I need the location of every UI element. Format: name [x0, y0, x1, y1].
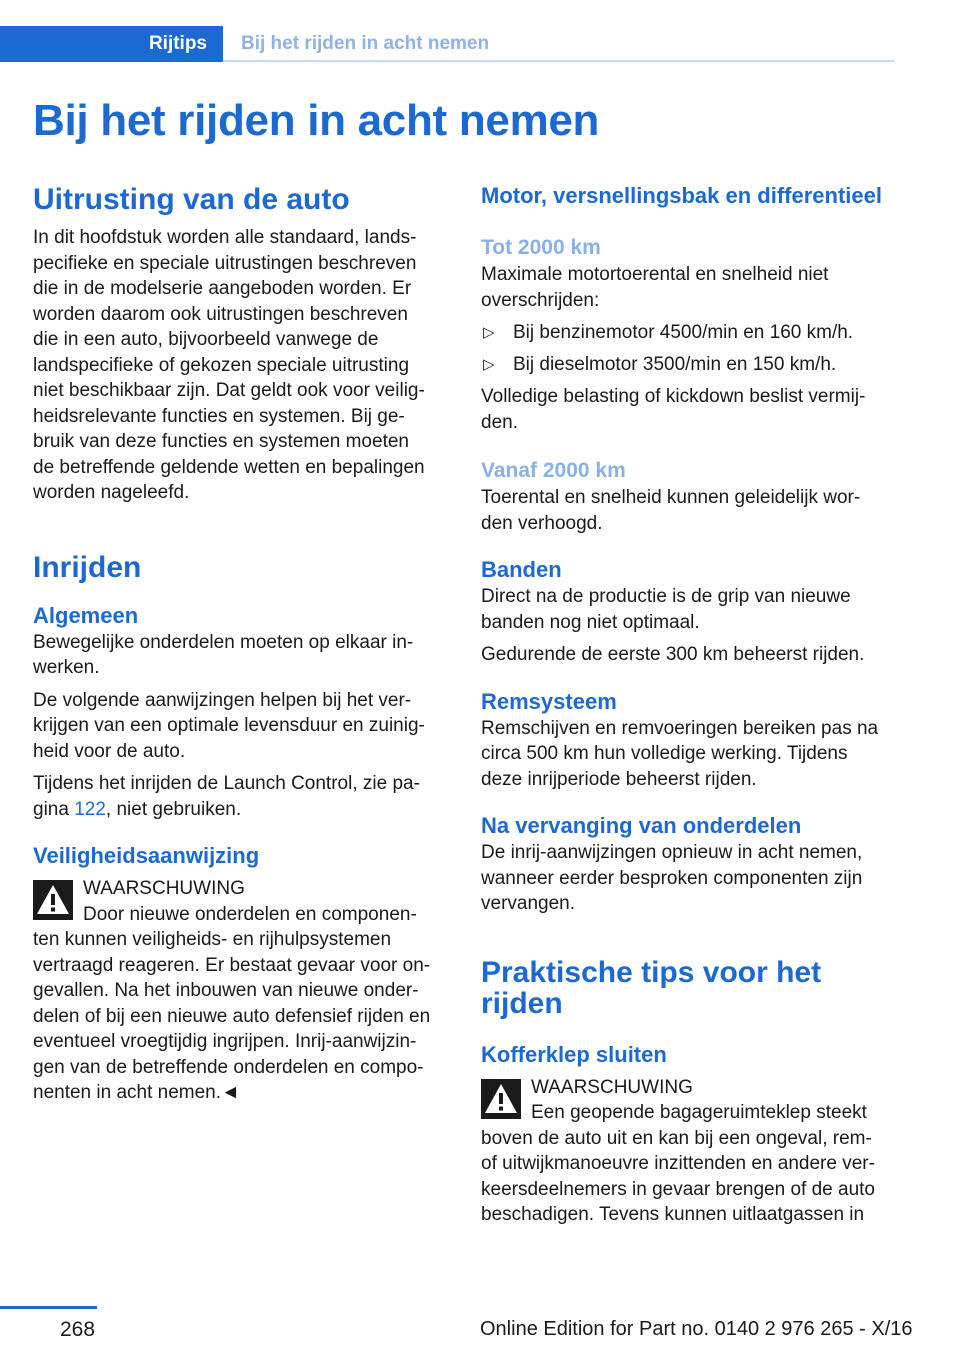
paragraph-algemeen-3 [33, 771, 449, 822]
warning-block [33, 876, 449, 1106]
bullet-list [481, 320, 901, 377]
left-column [33, 182, 449, 1106]
running-header [0, 26, 895, 62]
text-line: Bewegelijke onderdelen moeten op elkaar in- [33, 631, 414, 653]
header-rule [223, 60, 895, 62]
text-line: Direct na de productie is de grip van nieuwe [481, 586, 851, 607]
text-line: heid voor de auto. [33, 740, 186, 762]
section-title-uitrusting: Uitrusting van de auto [33, 183, 350, 216]
header-section-label: Rijtips [148, 33, 207, 54]
text-line: wanneer eerder besproken componenten zijn [481, 867, 863, 889]
section-title-inrijden: Inrijden [33, 550, 142, 584]
text-line: landspecifieke of gekozen speciale uitrusting [33, 354, 410, 376]
warning-triangle-icon [481, 1079, 521, 1119]
header-topic-label: Bij het rijden in acht nemen [241, 33, 490, 54]
section-title-praktische-tips [481, 957, 901, 1019]
warning-label: WAARSCHUWING [83, 878, 245, 899]
paragraph-banden-2: Gedurende de eerste 300 km beheerst rijden. [481, 644, 865, 665]
right-column [481, 182, 901, 1228]
text-line: Maximale motortoerental en snelheid niet [481, 264, 829, 285]
text-line: den. [481, 411, 518, 433]
text-line: delen of bij een nieuwe auto defensief rijden en [33, 1005, 431, 1027]
subsection-title-remsysteem: Remsysteem [481, 688, 617, 714]
section-title-line: rijden [481, 986, 563, 1020]
text-line: De volgende aanwijzingen helpen bij het ver- [33, 689, 412, 711]
text-line: gevallen. Na het inbouwen van nieuwe onder- [33, 980, 419, 1001]
text-line: worden daarom ook uitrustingen beschreven [33, 303, 408, 325]
subsection-title-banden: Banden [481, 557, 562, 582]
paragraph-remsysteem [481, 716, 901, 793]
paragraph-algemeen-2 [33, 688, 449, 765]
warning-label: WAARSCHUWING [531, 1076, 693, 1098]
list-item [481, 320, 901, 346]
text-line: gen van de betreffende onderdelen en compo- [33, 1056, 424, 1078]
page-number: 268 [60, 1318, 96, 1341]
subsubsection-title-tot-2000: Tot 2000 km [481, 236, 601, 259]
text-line: Volledige belasting of kickdown beslist vermij- [481, 386, 866, 407]
text-line: Tijdens het inrijden de Launch Control, zie pa- [33, 773, 420, 794]
text-line: Toerental en snelheid kunnen geleidelijk wor- [481, 487, 861, 508]
text-line: den verhoogd. [481, 512, 603, 534]
footer-edition: Online Edition for Part no. 0140 2 976 265 - X/16 [480, 1318, 913, 1340]
text-line: die in een auto, bijvoorbeeld vanwege de [33, 329, 379, 350]
subsection-title-na-vervanging: Na vervanging van onderdelen [481, 813, 802, 838]
text-fragment: , niet gebruiken. [105, 798, 242, 820]
paragraph-banden-1 [481, 584, 901, 635]
text-line: of uitwijkmanoeuvre inzittenden en andere ver- [481, 1153, 875, 1174]
subsection-title-veiligheid: Veiligheidsaanwijzing [33, 843, 260, 868]
text-line: werken. [33, 657, 100, 678]
subsection-title-kofferklep: Kofferklep sluiten [481, 1041, 667, 1067]
paragraph-tot-2000 [481, 262, 901, 313]
text-line: overschrijden: [481, 289, 600, 311]
text-line: krijgen van een optimale levensduur en zuinig- [33, 715, 425, 736]
warning-triangle-icon [33, 880, 73, 920]
subsubsection-title-vanaf-2000: Vanaf 2000 km [481, 459, 626, 482]
text-line: pecifieke en speciale uitrustingen beschreven [33, 252, 417, 274]
section-title-line: Praktische tips voor het [481, 955, 822, 989]
text-line: nenten in acht nemen.◄ [33, 1082, 240, 1103]
list-item-text: Bij dieselmotor 3500/min en 150 km/h. [513, 353, 837, 375]
text-line: eventueel vroegtijdig ingrijpen. Inrij-aanwijzin- [33, 1031, 417, 1052]
paragraph-na-vervanging [481, 840, 901, 917]
footer-rule [0, 1306, 97, 1309]
text-line: de betreffende geldende wetten en bepalingen [33, 456, 425, 478]
text-line: niet beschikbaar zijn. Dat geldt ook voor veilig- [33, 380, 425, 401]
text-line: keersdeelnemers in gevaar brengen of de auto [481, 1178, 875, 1200]
list-item [481, 352, 901, 378]
text-line: ten kunnen veiligheids- en rijhulpsystemen [33, 929, 392, 950]
text-line: boven de auto uit en kan bij een ongeval, rem- [481, 1127, 872, 1149]
text-line: vertraagd reageren. Er bestaat gevaar voor on- [33, 954, 431, 976]
text-line: circa 500 km hun volledige werking. Tijdens [481, 743, 848, 764]
subsection-title-motor: Motor, versnellingsbak en differentieel [481, 183, 882, 208]
text-fragment: gina [33, 798, 75, 820]
text-line: vervangen. [481, 893, 576, 914]
subsection-title-algemeen: Algemeen [33, 602, 139, 628]
warning-block [481, 1075, 901, 1228]
text-line: deze inrijperiode beheerst rijden. [481, 768, 757, 790]
paragraph-algemeen-1 [33, 630, 449, 681]
text-line: Een geopende bagageruimteklep steekt [531, 1102, 867, 1123]
paragraph-kickdown [481, 384, 901, 435]
text-line: Door nieuwe onderdelen en componen- [83, 903, 417, 925]
text-line: bruik van deze functies en systemen moeten [33, 431, 409, 452]
triangle-bullet-icon: ▷ [483, 355, 495, 373]
text-line: banden nog niet optimaal. [481, 611, 700, 633]
page-link-122[interactable]: 122 [74, 798, 106, 820]
text-line: worden nageleefd. [33, 482, 190, 503]
paragraph-uitrusting [33, 225, 449, 506]
paragraph-vanaf-2000 [481, 485, 901, 536]
text-line: heidsrelevante functies en systemen. Bij ge- [33, 405, 405, 427]
text-line [33, 797, 449, 823]
text-line: die in de modelserie aangeboden worden. Er [33, 278, 412, 299]
text-line: De inrij-aanwijzingen opnieuw in acht nemen, [481, 842, 863, 863]
triangle-bullet-icon: ▷ [483, 324, 495, 341]
text-line: Remschijven en remvoeringen bereiken pas na [481, 717, 879, 739]
list-item-text: Bij benzinemotor 4500/min en 160 km/h. [513, 322, 854, 343]
text-line: beschadigen. Tevens kunnen uitlaatgassen in [481, 1204, 865, 1225]
page-title: Bij het rijden in acht nemen [33, 96, 600, 145]
text-line: In dit hoofdstuk worden alle standaard, lands- [33, 227, 417, 248]
